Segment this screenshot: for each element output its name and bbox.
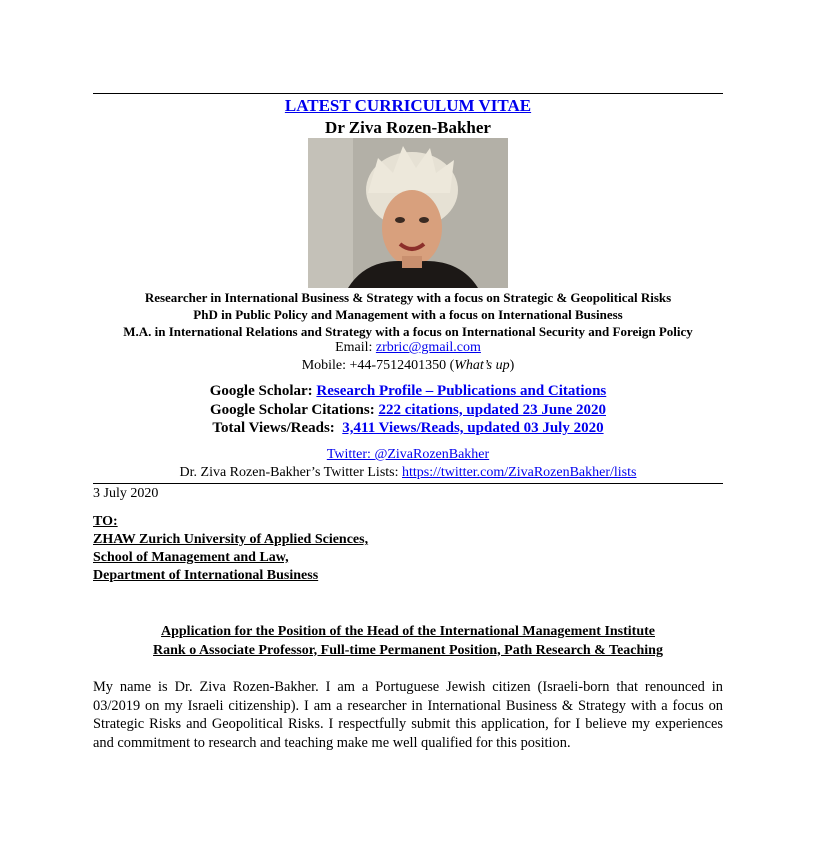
recipient-line: ZHAW Zurich University of Applied Sciences, <box>93 532 369 547</box>
views-link[interactable]: 3,411 Views/Reads, updated 03 July 2020 <box>342 420 604 436</box>
twitter-label: Twitter: <box>326 447 375 462</box>
application-line: Application for the Position of the Head of the International Management Institute <box>161 624 655 639</box>
recipient-line: School of Management and Law, <box>93 550 289 565</box>
recipient-to: TO: <box>93 514 118 529</box>
contact-block <box>93 339 723 375</box>
scholar-block <box>93 382 723 438</box>
body-paragraph: My name is Dr. Ziva Rozen-Bakher. I am a Portuguese Jewish citizen (Israeli-born that renounced in 03/2019 on my Israeli citizenship). I am a researcher in International Business & Strategy with a focus on Strategic Risks and Geopolitical Risks. I respectfully submit this application, for I believe my experiences and commitment to research and teaching make me well qualified for this position. <box>93 679 723 751</box>
views-label: Total Views/Reads: <box>212 420 343 436</box>
application-title <box>93 623 723 660</box>
cv-link[interactable]: LATEST CURRICULUM VITAE <box>284 96 532 115</box>
mobile-note: What’s up <box>454 358 510 373</box>
twitter-rule <box>93 483 723 484</box>
mobile-close: ) <box>509 358 515 373</box>
twitter-handle-link[interactable] <box>327 447 489 462</box>
twitter-lists-link[interactable]: https://twitter.com/ZivaRozenBakher/lists <box>402 465 637 480</box>
mobile-line <box>93 357 723 375</box>
scholar-profile-link[interactable]: Research Profile – Publications and Citations <box>316 383 607 399</box>
application-line: Rank o Associate Professor, Full-time Permanent Position, Path Research & Teaching <box>153 642 663 658</box>
email-label: Email: <box>335 340 376 355</box>
letter-date: 3 July 2020 <box>93 486 159 501</box>
mobile-label: Mobile: +44-7512401350 ( <box>301 358 455 373</box>
top-rule <box>93 93 723 94</box>
twitter-handle-line <box>93 446 723 464</box>
email-line <box>93 339 723 357</box>
scholar-citations-link[interactable]: 222 citations, updated 23 June 2020 <box>378 401 606 418</box>
twitter-block <box>93 446 723 482</box>
portrait-illustration <box>308 138 508 288</box>
scholar-citations-line <box>93 401 723 420</box>
twitter-handle: @ZivaRozenBakher <box>374 447 490 462</box>
scholar-profile-line <box>93 382 723 401</box>
qualification-line: Researcher in International Business & Strategy with a focus on Strategic & Geopolitical Risks <box>144 290 672 305</box>
qualification-line: M.A. in International Relations and Strategy with a focus on International Security and Foreign Policy <box>123 324 693 339</box>
recipient-line: Department of International Business <box>93 568 319 583</box>
scholar-profile-label: Google Scholar: <box>209 383 317 399</box>
qualification-line: PhD in Public Policy and Management with a focus on International Business <box>193 307 623 322</box>
qualifications <box>93 289 723 340</box>
recipient-block <box>93 513 368 585</box>
scholar-citations-label: Google Scholar Citations: <box>209 401 379 418</box>
views-line <box>93 419 723 438</box>
twitter-lists-line <box>93 464 723 482</box>
twitter-lists-label: Dr. Ziva Rozen-Bakher’s Twitter Lists: <box>179 465 402 480</box>
portrait-photo <box>308 138 508 288</box>
cv-header <box>93 96 723 116</box>
email-link[interactable]: zrbric@gmail.com <box>375 340 481 355</box>
author-name: Dr Ziva Rozen-Bakher <box>325 118 491 137</box>
